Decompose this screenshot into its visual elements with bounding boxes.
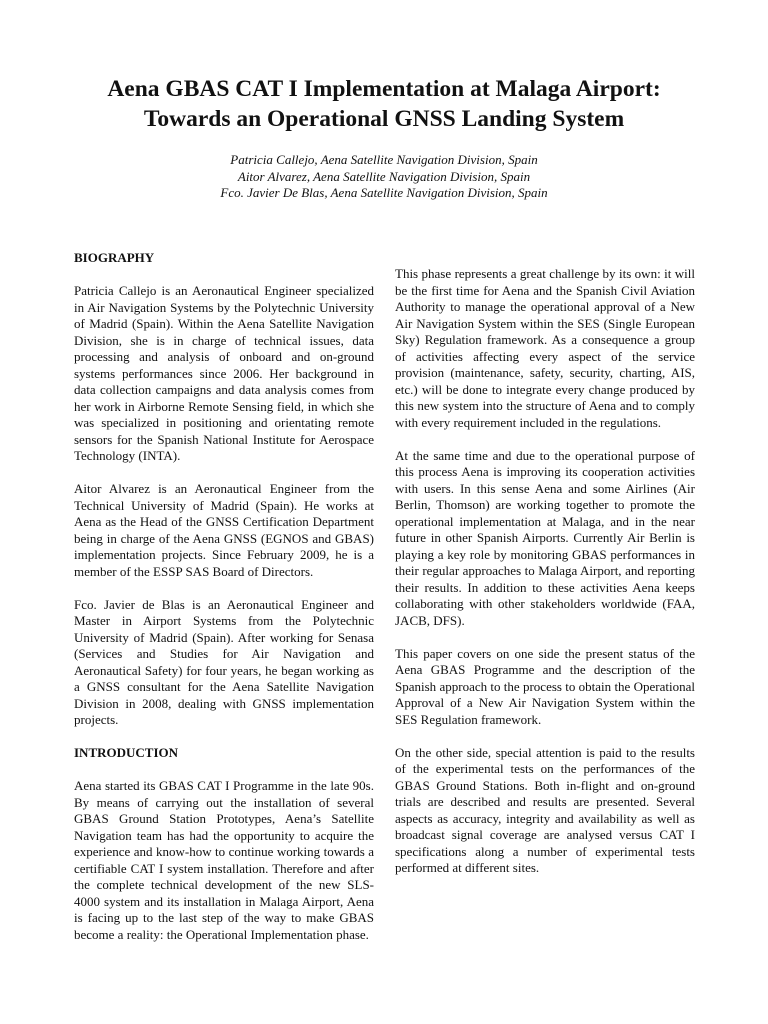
body-paragraph: At the same time and due to the operational purpose of this process Aena is improving its cooperation activities with users. In this sense Aena and some Airlines (Air Berlin, Thomson) are working together to promote the operational implementation at Malaga, and in the near future in other Spanish Airports. Currently Air Berlin is playing a key role by monitoring GBAS performances in their regular approaches to Malaga Airport, and reporting their results. In addition to these activities Aena keeps collaborating with other stakeholders worldwide (FAA, JACB, DFS).: [395, 447, 695, 628]
right-column: [395, 266, 695, 893]
author-line: Aitor Alvarez, Aena Satellite Navigation Division, Spain: [237, 168, 531, 184]
author-list: [40, 152, 728, 202]
body-paragraph: On the other side, special attention is paid to the results of the experimental tests on the performances of the GBAS Ground Stations. Both in-flight and on-ground trials are described and results are presented. Several aspects as accuracy, integrity and availability as well as broadcast signal coverage are analysed versus CAT I specifications along a number of experimental tests performed at different sites.: [395, 744, 695, 875]
biography-paragraph: Fco. Javier de Blas is an Aeronautical Engineer and Master in Airport Systems from the Polytechnic University of Madrid (Spain). After working for Senasa (Services and Studies for Air Navigation and Aeronautical Safety) for four years, he began working as a GNSS consultant for the Aena Satellite Navigation Division in 2008, dealing with GNSS implementation projects.: [74, 596, 374, 727]
title-line-2: Towards an Operational GNSS Landing System: [143, 106, 625, 132]
biography-paragraph: Aitor Alvarez is an Aeronautical Engineer from the Technical University of Madrid (Spain). He works at Aena as the Head of the GNSS Certification Department being in charge of the Aena GNSS (EGNOS and GBAS) implementation projects. Since February 2009, he is a member of the ESSP SAS Board of Directors.: [74, 481, 374, 579]
left-column: [74, 250, 374, 960]
introduction-paragraph: Aena started its GBAS CAT I Programme in the late 90s. By means of carrying out the installation of several GBAS Ground Station Prototypes, Aena’s Satellite Navigation team has had the opportunity to acquire the experience and know-how to continue working towards a certifiable CAT I system installation. Therefore and after the complete technical development of the new SLS-4000 system and its installation in Malaga Airport, Aena is facing up to the last step of the way to make GBAS become a reality: the Operational Implementation phase.: [74, 778, 374, 942]
body-paragraph: This paper covers on one side the present status of the Aena GBAS Programme and the description of the Spanish approach to the process to obtain the Operational Approval of a New Air Navigation System within the SES Regulation framework.: [395, 645, 695, 727]
biography-heading: BIOGRAPHY: [74, 250, 155, 265]
paper-title: [40, 74, 728, 134]
author-line: Fco. Javier De Blas, Aena Satellite Navigation Division, Spain: [220, 185, 548, 200]
biography-paragraph: Patricia Callejo is an Aeronautical Engineer specialized in Air Navigation Systems by the Polytechnic University of Madrid (Spain). Within the Aena Satellite Navigation Division, she is in charge of technical issues, data processing and analysis of onboard and on-ground systems performances since 2006. Her background in data collection campaigns and data analysis comes from her work in Airborne Remote Sensing field, in which she was specialized in positioning and orientating remote sensors for the Spanish National Institute for Aerospace Technology (INTA).: [74, 283, 374, 463]
introduction-heading: INTRODUCTION: [74, 745, 179, 760]
title-line-1: Aena GBAS CAT I Implementation at Malaga Airport:: [107, 76, 661, 102]
author-line: Patricia Callejo, Aena Satellite Navigation Division, Spain: [230, 152, 538, 167]
body-paragraph: This phase represents a great challenge by its own: it will be the first time for Aena and the Spanish Civil Aviation Authority to manage the operational approval of a New Air Navigation System within the SES (Single European Sky) Regulation framework. As a consequence a group of activities affecting every aspect of the service provision (maintenance, safety, security, charting, AIS, etc.) will be done to integrate every change produced by this new system into the structure of Aena and to comply with every requirement included in the regulations.: [395, 266, 695, 430]
